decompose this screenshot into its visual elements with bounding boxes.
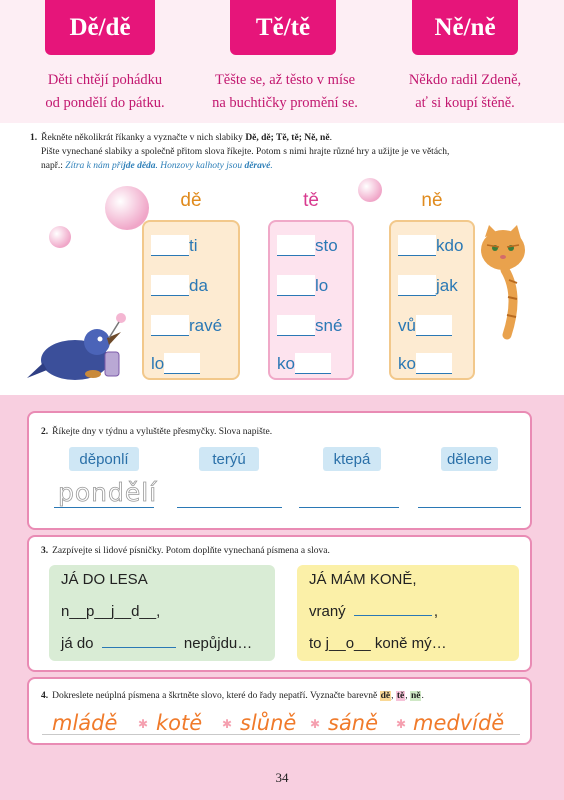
bubble-illustration (350, 175, 390, 205)
task1-eg: např.: (41, 161, 63, 171)
task1-line2: Pište vynechané slabiky a společně přitom slova říkejte. Potom s nimi hrajte různé hry a užijte je ve větách, (41, 147, 450, 157)
syllable-text: sto (315, 236, 338, 255)
bird-illustration (25, 308, 135, 388)
song-line: n__p__j__d__, (61, 603, 161, 620)
example-bold: děravé (244, 161, 271, 171)
task2-instructions (41, 425, 272, 439)
header-tab-ne: Ně/ně (412, 0, 518, 55)
answer-line[interactable] (299, 507, 399, 508)
writing-line (42, 734, 520, 735)
syllable-blank[interactable] (277, 235, 315, 256)
example-bold: děda (137, 161, 156, 171)
syllable-blank[interactable] (151, 315, 189, 336)
rhyme-te (190, 69, 380, 115)
rhyme-line: Těšte se, až těsto v míse (214, 72, 356, 88)
star-icon: ✱ (138, 717, 149, 731)
header-tab-te: Tě/tě (230, 0, 336, 55)
song-line: to j__o__ koně mý… (309, 635, 447, 652)
anagram-chip: dělene (441, 447, 498, 471)
task1-syllables: Dě, dě; Tě, tě; Ně, ně (245, 133, 330, 143)
syllable-text: da (189, 276, 208, 295)
song-text: vraný (309, 603, 346, 620)
syllable-text: lo (151, 354, 165, 373)
anagram-chip: ktepá (323, 447, 381, 471)
word-medvide[interactable]: medvídě (413, 711, 505, 735)
answer-line[interactable] (54, 507, 154, 508)
syllable-blank[interactable] (151, 275, 189, 296)
task4-text: Dokreslete neúplná písmena a škrtněte slovo, které do řady nepatří. Vyznačte barevně (52, 691, 378, 701)
fill-blank[interactable] (354, 604, 432, 616)
star-icon: ✱ (396, 717, 407, 731)
syllable-text: sné (315, 316, 343, 335)
song-text: , (433, 603, 439, 620)
task-number: 1. (30, 133, 38, 143)
syllable-blank[interactable] (277, 275, 315, 296)
rhyme-line: od pondělí do pátku. (45, 95, 165, 111)
syllable-cell (151, 232, 198, 256)
rhyme-ne (395, 69, 535, 115)
page-number: 34 (275, 770, 289, 785)
mark-de: dě (380, 691, 391, 701)
syllable-text: kdo (436, 236, 464, 255)
mark-ne: ně (410, 691, 421, 701)
syllable-text: jak (436, 276, 458, 295)
bubbles-illustration (40, 185, 150, 265)
syllable-text: ravé (189, 316, 223, 335)
syllable-cell (398, 350, 452, 374)
syllable-cell (398, 272, 458, 296)
word-slune[interactable]: slůně (240, 711, 297, 735)
example-part: . Honzovy kalhoty jsou (155, 161, 245, 171)
syllable-cell (277, 232, 338, 256)
header-tab-de: Dě/dě (45, 0, 155, 55)
rhyme-line: ať si koupí štěně. (415, 95, 515, 111)
fill-blank[interactable] (102, 636, 176, 648)
syllable-blank[interactable] (295, 353, 331, 374)
song-text: já do (61, 635, 94, 652)
syllable-text: ko (398, 354, 416, 373)
syllable-cell (151, 350, 200, 374)
song-title: JÁ DO LESA (61, 571, 148, 588)
syllable-column-ne (389, 220, 475, 380)
task1-line1: Řekněte několikrát říkanky a vyznačte v nich slabiky (41, 133, 243, 143)
song-box-ja-mam-kone (297, 565, 519, 661)
example-part: Zítra k nám při (65, 161, 124, 171)
task-number: 3. (41, 546, 49, 556)
mark-te: tě (396, 691, 405, 701)
syllable-cell (277, 312, 342, 336)
rhyme-line: Děti chtějí pohádku (47, 72, 163, 88)
syllable-text: ti (189, 236, 198, 255)
cat-illustration (475, 225, 530, 345)
trace-word: pondělí (58, 478, 158, 507)
punct: . (329, 133, 332, 143)
rhyme-line: na buchtičky promění se. (212, 95, 358, 111)
task1-example (65, 161, 272, 171)
rhyme-line: Někdo radil Zdeně, (408, 72, 522, 88)
task-number: 2. (41, 427, 49, 437)
syllable-column-te (268, 220, 354, 380)
rhyme-de (25, 69, 185, 115)
task3-text: Zazpívejte si lidové písničky. Potom doplňte vynechaná písmena a slova. (52, 546, 330, 556)
song-line (61, 635, 252, 652)
syllable-text: vů (398, 316, 416, 335)
syllable-cell (398, 232, 463, 256)
song-box-ja-do-lesa (49, 565, 275, 661)
answer-line[interactable] (418, 507, 521, 508)
syllable-blank[interactable] (416, 353, 452, 374)
example-part: . (270, 161, 273, 171)
punct: . (421, 691, 424, 701)
syllable-blank[interactable] (398, 235, 436, 256)
syllable-blank[interactable] (151, 235, 189, 256)
column-label-de: dě (180, 190, 202, 211)
syllable-blank[interactable] (416, 315, 452, 336)
song-title: JÁ MÁM KONĚ, (309, 571, 417, 588)
syllable-text: ko (277, 354, 295, 373)
syllable-blank[interactable] (164, 353, 200, 374)
column-label-te: tě (303, 190, 319, 211)
anagram-chip: děponlí (69, 447, 139, 471)
syllable-cell (398, 312, 452, 336)
syllable-cell (277, 350, 331, 374)
example-bold: jde (123, 161, 135, 171)
word-kote[interactable]: kotě (156, 711, 203, 735)
task-number: 4. (41, 691, 49, 701)
answer-line[interactable] (177, 507, 282, 508)
song-line (309, 603, 438, 620)
syllable-blank[interactable] (398, 275, 436, 296)
syllable-cell (277, 272, 328, 296)
word-mlade[interactable]: mládě (52, 711, 118, 735)
syllable-cell (151, 312, 222, 336)
anagram-chip: terýú (199, 447, 259, 471)
syllable-cell (151, 272, 208, 296)
star-icon: ✱ (222, 717, 233, 731)
task2-text: Říkejte dny v týdnu a vyluštěte přesmyčky. Slova napište. (52, 427, 273, 437)
task3-instructions (41, 544, 330, 558)
syllable-blank[interactable] (277, 315, 315, 336)
star-icon: ✱ (310, 717, 321, 731)
word-sane[interactable]: sáně (328, 711, 379, 735)
task4-instructions: 4. Dokreslete neúplná písmena a škrtněte slovo, které do řady nepatří. Vyznačte barevně dě, tě, ně. (41, 691, 424, 701)
column-label-ne: ně (421, 190, 443, 211)
syllable-text: lo (315, 276, 329, 295)
syllable-column-de (142, 220, 240, 380)
task1-instructions (30, 131, 540, 173)
song-text: nepůjdu… (183, 635, 253, 652)
